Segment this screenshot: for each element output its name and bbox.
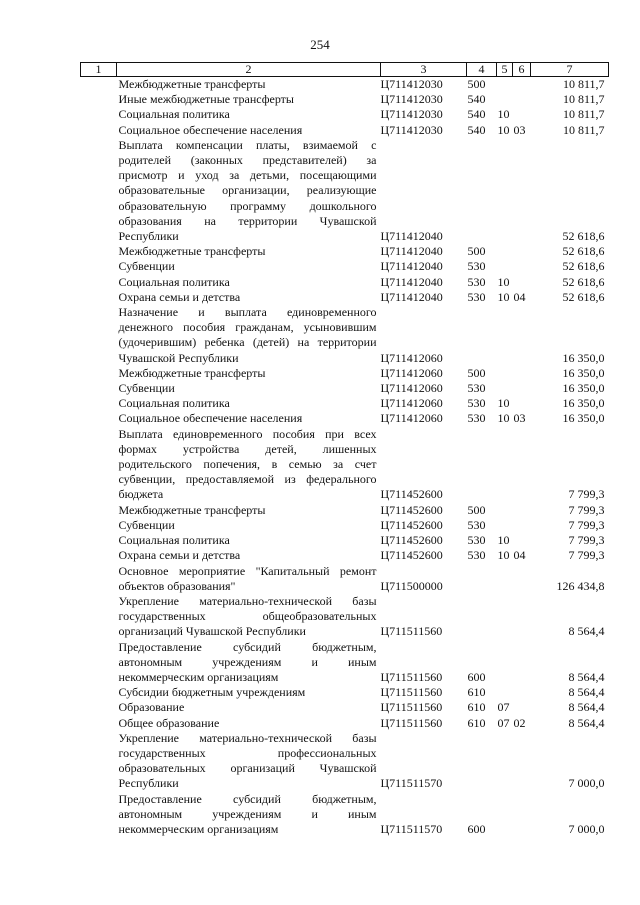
table-row [81,716,609,731]
subsection-code [513,792,531,838]
amount: 16 350,0 [562,411,605,426]
row-number-cell [81,640,117,686]
target-article-code: Ц711500000 [380,578,443,593]
target-article-code: Ц711412030 [380,122,443,137]
amount: 52 618,6 [562,259,605,274]
column-header-4: 4 [467,63,497,77]
row-number-cell [81,107,117,122]
target-article-code: Ц711412030 [380,77,443,91]
table-row [81,244,609,259]
subsection-code [513,305,531,366]
amount: 16 350,0 [562,396,605,411]
item-name: Предоставление субсидий бюджетным, автономным учреждениям и иным некоммерческим организациям [118,791,377,836]
row-number-cell [81,518,117,533]
row-number-cell [81,244,117,259]
row-number-cell [81,77,117,93]
subsection-code [513,396,531,411]
table-row [81,792,609,838]
amount: 7 799,3 [568,487,605,502]
target-article-code: Ц711412040 [380,274,443,289]
target-article-code: Ц711452600 [380,548,443,563]
amount: 126 434,8 [556,578,605,593]
subsection-code: 03 [513,411,526,426]
amount: 10 811,7 [562,107,605,122]
row-number-cell [81,123,117,138]
table-row [81,533,609,548]
section-code: 10 [497,274,510,289]
target-article-code: Ц711452600 [380,502,443,517]
target-article-code: Ц711511560 [380,715,443,730]
section-code [497,503,513,518]
target-article-code: Ц711511560 [380,700,443,715]
table-row [81,700,609,715]
amount: 52 618,6 [562,274,605,289]
expense-type-code [467,427,497,503]
subsection-code [513,92,531,107]
table-row [81,503,609,518]
item-name: Предоставление субсидий бюджетным, автономным учреждениям и иным некоммерческим организациям [118,639,377,684]
section-code: 10 [497,107,510,122]
subsection-code [513,685,531,700]
amount: 7 799,3 [568,548,605,563]
table-row [81,77,609,93]
target-article-code: Ц711452600 [380,517,443,532]
subsection-code: 04 [513,548,526,563]
section-code: 10 [497,411,510,426]
expense-type-code: 610 [467,700,486,715]
item-name: Общее образование [118,715,220,730]
table-row [81,123,609,138]
target-article-code: Ц711511560 [380,685,443,700]
target-article-code: Ц711452600 [380,533,443,548]
column-header-2: 2 [117,63,381,77]
column-header-6: 6 [513,63,531,77]
page-number: 254 [310,37,330,52]
amount: 10 811,7 [562,122,605,137]
target-article-code: Ц711412060 [380,396,443,411]
expense-type-code [467,731,497,792]
item-name: Субсидии бюджетным учреждениям [118,685,306,700]
expense-type-code [467,564,497,594]
table-row [81,427,609,503]
expense-type-code: 530 [467,274,486,289]
item-name: Выплата единовременного пособия при всех формах устройства детей, лишенных родительского попечения, в семью за счет субвенции, предоставляемой из федерального бюджета [118,426,377,502]
section-code [497,244,513,259]
subsection-code [513,533,531,548]
subsection-code [513,640,531,686]
expense-type-code: 600 [467,669,486,684]
amount: 8 564,4 [568,700,605,715]
row-number-cell [81,259,117,274]
amount: 7 799,3 [568,517,605,532]
expense-type-code: 500 [467,77,486,91]
section-code [497,685,513,700]
row-number-cell [81,700,117,715]
expense-type-code [467,594,497,640]
subsection-code [513,731,531,792]
table-row [81,259,609,274]
section-code [497,640,513,686]
item-name: Субвенции [118,259,175,274]
target-article-code: Ц711452600 [380,487,443,502]
amount: 8 564,4 [568,624,605,639]
target-article-code: Ц711511570 [380,821,443,836]
table-row [81,138,609,244]
expense-type-code: 610 [467,685,486,700]
subsection-code [513,594,531,640]
item-name: Межбюджетные трансферты [118,502,266,517]
expense-type-code: 500 [467,365,486,380]
row-number-cell [81,396,117,411]
expense-type-code [467,305,497,366]
section-code [497,427,513,503]
row-number-cell [81,411,117,426]
row-number-cell [81,366,117,381]
column-header-1: 1 [81,63,117,77]
item-name: Социальное обеспечение населения [118,411,303,426]
target-article-code: Ц711412030 [380,92,443,107]
item-name: Социальная политика [118,107,230,122]
table-row [81,548,609,563]
subsection-code [513,427,531,503]
row-number-cell [81,533,117,548]
target-article-code: Ц711412030 [380,107,443,122]
section-code: 10 [497,289,510,304]
subsection-code [513,138,531,244]
amount: 7 000,0 [568,821,605,836]
column-header-7: 7 [531,63,609,77]
expense-type-code: 530 [467,289,486,304]
expense-type-code: 500 [467,502,486,517]
item-name: Социальная политика [118,533,230,548]
item-name: Укрепление материально-технической базы государственных общеобразовательных организаций Чувашской Республики [118,593,377,639]
subsection-code [513,700,531,715]
table-row [81,92,609,107]
expense-type-code [467,138,497,244]
row-number-cell [81,503,117,518]
table-row [81,518,609,533]
row-number-cell [81,564,117,594]
section-code [497,564,513,594]
section-code [497,77,513,93]
row-number-cell [81,290,117,305]
target-article-code: Ц711412060 [380,411,443,426]
item-name: Образование [118,700,185,715]
item-name: Основное мероприятие "Капитальный ремонт объектов образования" [118,563,377,593]
row-number-cell [81,594,117,640]
budget-table [80,62,609,837]
subsection-code [513,107,531,122]
table-row [81,275,609,290]
item-name: Субвенции [118,517,175,532]
table-row [81,290,609,305]
row-number-cell [81,716,117,731]
section-code: 10 [497,122,510,137]
row-number-cell [81,548,117,563]
table-row [81,366,609,381]
item-name: Выплата компенсации платы, взимаемой с родителей (законных представителей) за присмотр и уход за детьми, посещающими образовательные организации, реализующие образовательную программу дошкольного образования на территории Чувашской Республики [118,137,377,244]
section-code [497,92,513,107]
row-number-cell [81,305,117,366]
row-number-cell [81,138,117,244]
row-number-cell [81,92,117,107]
row-number-cell [81,381,117,396]
expense-type-code: 530 [467,381,486,396]
subsection-code [513,503,531,518]
amount: 10 811,7 [562,77,605,91]
item-name: Иные межбюджетные трансферты [118,92,294,107]
table-row [81,640,609,686]
target-article-code: Ц711511560 [380,669,443,684]
item-name: Социальная политика [118,396,230,411]
item-name: Охрана семьи и детства [118,289,241,304]
amount: 7 799,3 [568,533,605,548]
section-code: 07 [497,700,510,715]
row-number-cell [81,427,117,503]
target-article-code: Ц711412040 [380,229,443,244]
section-code [497,138,513,244]
target-article-code: Ц711511570 [380,776,443,791]
target-article-code: Ц711412040 [380,244,443,259]
expense-type-code: 530 [467,548,486,563]
item-name: Межбюджетные трансферты [118,365,266,380]
target-article-code: Ц711412060 [380,365,443,380]
target-article-code: Ц711412040 [380,289,443,304]
subsection-code [513,518,531,533]
section-code [497,594,513,640]
amount: 52 618,6 [562,229,605,244]
expense-type-code: 600 [467,821,486,836]
target-article-code: Ц711412060 [380,350,443,365]
item-name: Межбюджетные трансферты [118,77,266,91]
subsection-code: 02 [513,715,526,730]
expense-type-code: 540 [467,122,486,137]
column-header-3: 3 [381,63,467,77]
amount: 16 350,0 [562,350,605,365]
expense-type-code: 610 [467,715,486,730]
row-number-cell [81,731,117,792]
subsection-code [513,381,531,396]
subsection-code: 04 [513,289,526,304]
amount: 16 350,0 [562,381,605,396]
subsection-code [513,244,531,259]
row-number-cell [81,275,117,290]
amount: 7 799,3 [568,502,605,517]
amount: 8 564,4 [568,715,605,730]
table-row [81,731,609,792]
subsection-code [513,77,531,93]
expense-type-code: 530 [467,517,486,532]
item-name: Субвенции [118,381,175,396]
table-row [81,381,609,396]
subsection-code [513,275,531,290]
target-article-code: Ц711412060 [380,381,443,396]
table-row [81,107,609,122]
target-article-code: Ц711412040 [380,259,443,274]
item-name: Назначение и выплата единовременного денежного пособия гражданам, усыновившим (удочерившим) ребенка (детей) на территории Чувашской Республики [118,305,377,365]
table-body [81,77,609,838]
subsection-code [513,564,531,594]
table-row [81,685,609,700]
table-row [81,594,609,640]
column-header-5: 5 [497,63,513,77]
section-code: 10 [497,396,510,411]
table-row [81,564,609,594]
amount: 52 618,6 [562,244,605,259]
item-name: Социальное обеспечение населения [118,122,303,137]
expense-type-code: 530 [467,259,486,274]
subsection-code [513,366,531,381]
section-code: 10 [497,548,510,563]
row-number-cell [81,685,117,700]
section-code [497,259,513,274]
item-name: Укрепление материально-технической базы государственных профессиональных образовательных организаций Чувашской Республики [118,730,377,791]
expense-type-code: 530 [467,411,486,426]
expense-type-code: 500 [467,244,486,259]
table-row [81,305,609,366]
item-name: Социальная политика [118,274,230,289]
expense-type-code: 530 [467,396,486,411]
row-number-cell [81,792,117,838]
column-number-row [81,63,609,77]
expense-type-code: 540 [467,107,486,122]
section-code [497,518,513,533]
expense-type-code: 540 [467,92,486,107]
section-code [497,381,513,396]
amount: 8 564,4 [568,685,605,700]
amount: 16 350,0 [562,365,605,380]
section-code [497,305,513,366]
subsection-code [513,259,531,274]
amount: 52 618,6 [562,289,605,304]
expense-type-code: 530 [467,533,486,548]
section-code [497,366,513,381]
item-name: Охрана семьи и детства [118,548,241,563]
section-code: 10 [497,533,510,548]
table-row [81,396,609,411]
section-code [497,792,513,838]
subsection-code: 03 [513,122,526,137]
table-header [81,63,609,77]
amount: 7 000,0 [568,776,605,791]
amount: 10 811,7 [562,92,605,107]
amount: 8 564,4 [568,669,605,684]
section-code [497,731,513,792]
target-article-code: Ц711511560 [380,624,443,639]
table-row [81,411,609,426]
item-name: Межбюджетные трансферты [118,244,266,259]
section-code: 07 [497,715,510,730]
